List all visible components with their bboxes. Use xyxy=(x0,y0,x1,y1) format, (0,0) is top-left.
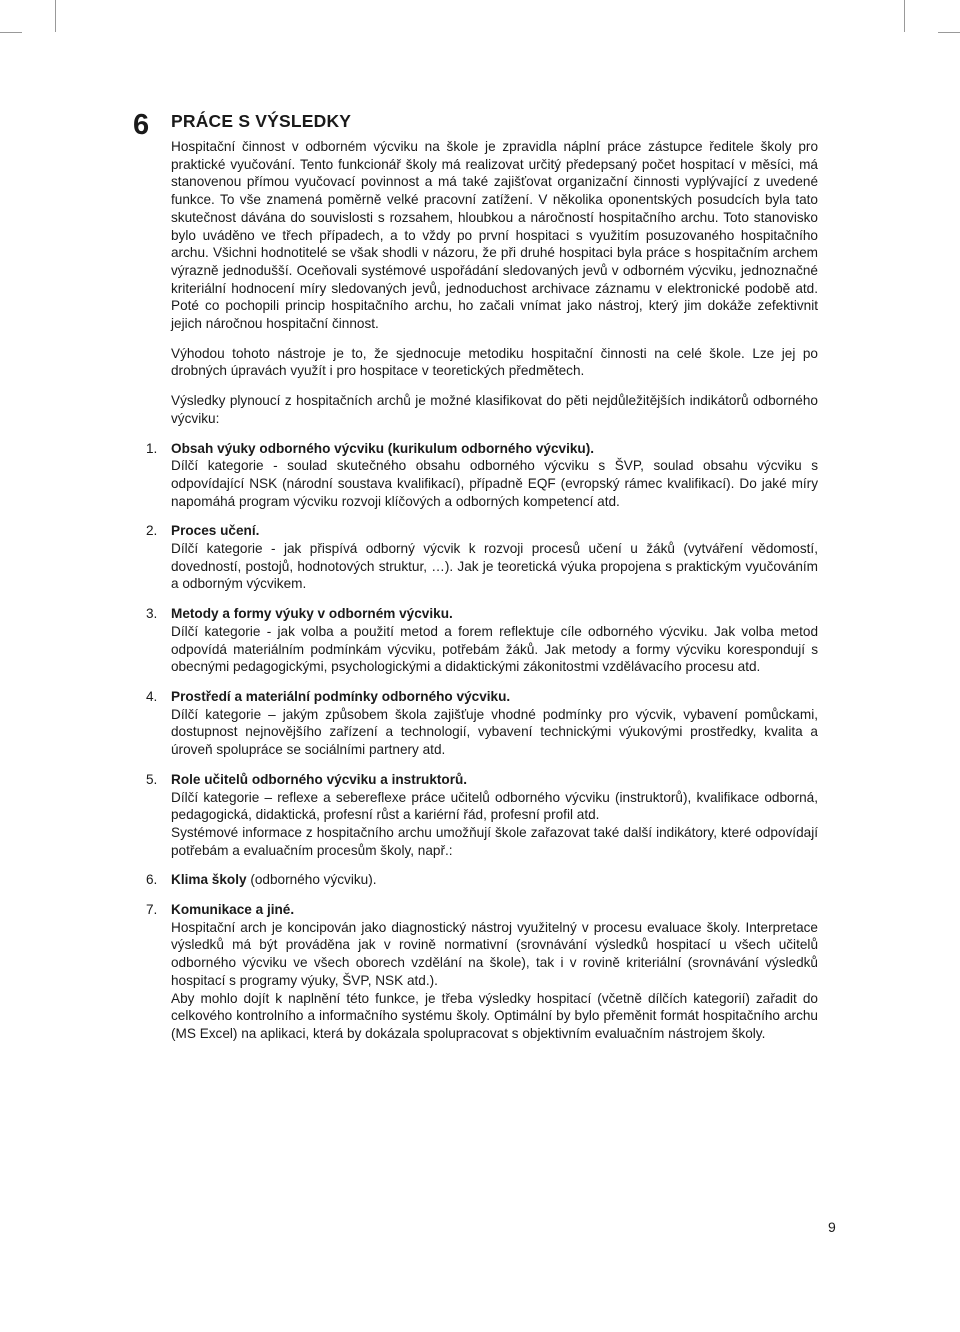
list-item-text: Hospitační arch je koncipován jako diagnostický nástroj využitelný v procesu evaluace školy. Interpretace výsledků má být prováděna jak v rovině normativní (srovnávání výsledků hospitací u všech učitelů odborného výcviku ve všech oborech vzdělání na škole), tak i v rovině kriteriální (srovnávání výsledků hospitací s programy výuky, ŠVP, NSK atd.). xyxy=(171,919,818,988)
list-item xyxy=(146,605,818,676)
list-item-number: 4. xyxy=(146,688,158,704)
list-item-heading: Komunikace a jiné. xyxy=(171,902,295,918)
paragraph: Výsledky plynoucí z hospitačních archů je možné klasifikovat do pěti nejdůležitějších indikátorů odborného výcviku: xyxy=(171,393,818,426)
list-item-number: 2. xyxy=(146,523,158,539)
list-item-text: Dílčí kategorie - soulad skutečného obsahu odborného výcviku s ŠVP, soulad obsahu výcviku s odpovídající NSK (národní soustava kvalifikací), případně EQF (evropský rámec kvalifikací). Do jaké míry napomáhá program výcviku rozvoji klíčových a odborných kompetencí atd. xyxy=(171,458,818,509)
list-item-text: Dílčí kategorie – reflexe a sebereflexe práce učitelů odborného výcviku (instruktorů), kvalifikace odborná, pedagogická, didaktická, profesní růst a kariérní řád, profesní profil atd. xyxy=(171,789,818,823)
list-item-text: Dílčí kategorie - jak přispívá odborný výcvik k rozvoji procesů učení u žáků (vytváření vědomostí, dovedností, postojů, hodnotových struktur, …). Jak je teoretická výuka propojena s praktickým vyučováním a odborným výcvikem. xyxy=(171,541,818,592)
list-item xyxy=(146,688,818,759)
list-item-heading: Role učitelů odborného výcviku a instruktorů. xyxy=(171,771,468,787)
list-item-number: 7. xyxy=(146,902,158,918)
crop-mark xyxy=(904,0,905,32)
list-item-number: 1. xyxy=(146,440,158,456)
list-item-text: Dílčí kategorie - jak volba a použití metod a forem reflektuje cíle odborného výcviku. Jak volba metod odpovídá materiálním podmínkám výcviku, potřebám žáků. Jak metody a formy výcviku korespondují s obecnými pedagogickými, psychologickými a didaktickými zákonitostmi vzdělávacího procesu atd. xyxy=(171,623,818,675)
list-item-heading: Obsah výuky odborného výcviku (kurikulum odborného výcviku). xyxy=(171,440,595,456)
list-item xyxy=(146,901,818,1043)
crop-mark xyxy=(55,0,56,32)
chapter-number: 6 xyxy=(133,109,150,141)
chapter-content xyxy=(146,138,818,1055)
list-item-heading: Klima školy xyxy=(171,872,247,888)
paragraph: Výhodou tohoto nástroje je to, že sjednocuje metodiku hospitační činnosti na celé škole. Lze jej po drobných úpravách využít i pro hospitace v teoretických předmětech. xyxy=(171,345,818,379)
list-item xyxy=(146,440,818,511)
list-item-heading: Prostředí a materiální podmínky odborného výcviku. xyxy=(171,688,511,704)
list-item-number: 5. xyxy=(146,771,158,787)
page-number: 9 xyxy=(828,1219,836,1235)
list-item-number: 3. xyxy=(146,606,158,622)
chapter-title: PRÁCE S VÝSLEDKY xyxy=(171,111,352,131)
list-item-heading: Metody a formy výuky v odborném výcviku. xyxy=(171,606,453,622)
list-item xyxy=(146,771,818,860)
paragraph: Hospitační činnost v odborném výcviku na škole je zpravidla náplní práce zástupce ředitele školy pro praktické vyučování. Tento funkcionář školy má realizovat určitý předepsaný počet hospitací v měsíci, má stanovenou přímou vyučovací povinnost a má také zajišťovat organizační činnosti vyplývající z uvedené funkce. To vše znamená poměrně velké pracovní zatížení. V několika oponentských posudcích byla tato skutečnost dávána do souvislosti s rozsahem, hloubkou a náročností hospitačního archu. Toto stanovisko bylo uváděno ve třech případech, a to vždy po první hospitaci s využitím posuzovaného hospitačního archu. Všichni hodnotitelé se však shodli v názoru, že při druhé hospitaci byla práce s hospitačním archem výrazně jednodušší. Oceňovali systémové uspořádání sledovaných jevů v odborném výcviku, jednoznačné kriteriální hodnocení míry sledovaných jevů, jednoduchost archivace záznamu v elektronické podobě atd. Poté co pochopili princip hospitačního archu, ho začali vnímat jako nástroj, který jim dokáže zefektivnit jejich náročnou hospitační činnost. xyxy=(171,139,818,332)
list-item-number: 6. xyxy=(146,872,158,888)
list-item xyxy=(146,871,818,889)
indicator-list xyxy=(146,440,818,1043)
list-item-text: Dílčí kategorie – jakým způsobem škola zajišťuje vhodné podmínky pro výcvik, vybavení pomůckami, dostupnost nejnovějšího zařízení a technologií, vybavení technickými výukovými prostředky, kvalita a úroveň spolupráce se sociálními partnery atd. xyxy=(171,706,818,758)
crop-mark xyxy=(0,32,22,33)
list-item-heading-tail: (odborného výcviku). xyxy=(246,872,377,888)
list-item-text: Aby mohlo dojít k naplnění této funkce, je třeba výsledky hospitací (včetně dílčích kategorií) zařadit do celkového kontrolního a informačního systému školy. Optimální by bylo přeměnit formát hospitačního archu (MS Excel) na aplikaci, která by dokázala spolupracovat s objektivním evaluačním nástrojem školy. xyxy=(171,990,818,1041)
list-item-heading: Proces učení. xyxy=(171,523,260,539)
list-item xyxy=(146,522,818,593)
crop-mark xyxy=(938,32,960,33)
list-item-text: Systémové informace z hospitačního archu umožňují škole zařazovat také další indikátory, které odpovídají potřebám a evaluačním procesům školy, např.: xyxy=(171,824,818,858)
